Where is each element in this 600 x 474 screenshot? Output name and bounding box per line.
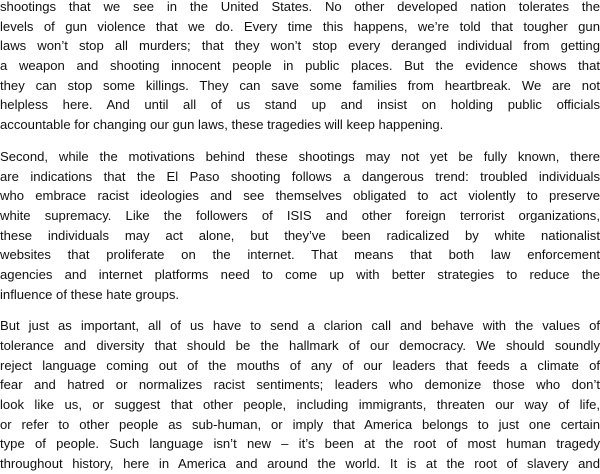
text-line: Second, while the motivations behind these shootings may not yet be fully known, there	[0, 148, 600, 164]
text-line: reject language coming out of the mouths of any of our leaders that feeds a climate of	[0, 357, 600, 373]
paragraph-el-paso	[0, 147, 600, 305]
text-line: influence of these hate groups.	[0, 286, 180, 302]
text-line: laws won’t stop all murders; that they won’t stop every deranged individual from getting	[0, 38, 600, 54]
text-line: throughout history, here in America and around the world. It is at the root of slavery and	[0, 456, 600, 472]
text-line: tolerance and diversity that should be the hallmark of our democracy. We should soundly	[0, 338, 600, 353]
text-line: they can stop some killings. They can save some families from heartbreak. We are not	[0, 77, 600, 93]
text-line: are indications that the El Paso shooting follows a dangerous trend: troubled individuals	[0, 168, 600, 184]
text-line: white supremacy. Like the followers of ISIS and other foreign terrorist organizations,	[0, 207, 600, 223]
text-line: a weapon and shooting innocent people in public places. But the evidence shows that	[0, 58, 600, 74]
text-line: agencies and internet platforms need to come up with better strategies to reduce the	[0, 266, 600, 282]
text-line: who embrace racist ideologies and see themselves obligated to act violently to preserve	[0, 188, 600, 204]
text-line: shootings that we see in the United States. No other developed nation tolerates the	[0, 0, 600, 14]
text-line: look like us, or suggest that other people, including immigrants, threaten our way of life,	[0, 397, 600, 413]
text-line: type of people. Such language isn’t new – it’s been at the root of most human tragedy	[0, 436, 600, 452]
text-line: accountable for changing our gun laws, these tragedies will keep happening.	[0, 117, 444, 133]
text-line: or refer to other people as sub-human, or imply that America belongs to just one certain	[0, 416, 600, 432]
text-line: helpless here. And until all of us stand up and insist on holding public officials	[0, 97, 600, 113]
paragraph-tolerance	[0, 316, 600, 474]
text-line: websites that proliferate on the internet. That means that both law enforcement	[0, 247, 600, 263]
paragraph-gun-laws	[0, 0, 600, 135]
text-line: But just as important, all of us have to send a clarion call and behave with the values of	[0, 318, 600, 334]
text-line: levels of gun violence that we do. Every time this happens, we’re told that tougher gun	[0, 18, 600, 34]
text-line: these individuals may act alone, but they’ve been radicalized by white nationalist	[0, 227, 600, 243]
text-line: fear and hatred or normalizes racist sentiments; leaders who demonize those who don’t	[0, 377, 600, 393]
